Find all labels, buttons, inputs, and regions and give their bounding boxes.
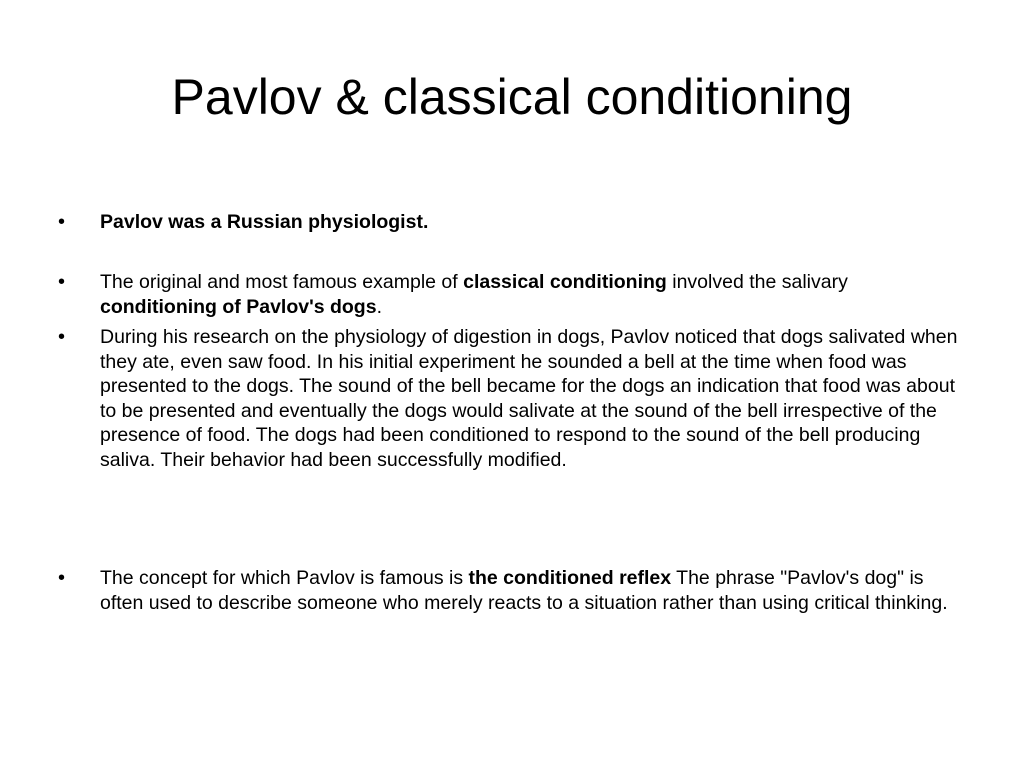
bullet-marker: • [58,271,66,293]
text-segment: . [376,295,382,318]
bold-text: Pavlov was a Russian physiologist. [100,211,429,233]
bullet-marker: • [58,326,66,348]
bold-text: classical conditioning [463,271,667,293]
bold-text: conditioning of Pavlov's dogs [100,295,377,318]
bullet-text [100,325,960,473]
text-segment: The phrase "Pavlov's dog" is often used to describe someone who merely reacts to a situation rather than using critical thinking. [100,567,948,614]
bullet-text [100,270,960,319]
bullet-marker: • [58,567,66,589]
text-segment: involved the salivary [666,271,848,293]
text-segment: The original and most famous example of [100,271,464,293]
bullet-marker: • [58,211,66,233]
bullet-text [100,210,960,235]
bold-text: the conditioned reflex [468,567,672,589]
bullet-text [100,566,960,615]
text-segment: During his research on the physiology of digestion in dogs, Pavlov noticed that dogs salivated when they ate, even saw food. In his initial experiment he sounded a bell at the time when food was presented to the dogs. The sound of the bell became for the dogs an indication that food was about to be presented and eventually the dogs would salivate at the sound of the bell irrespective of the presence of food. The dogs had been conditioned to respond to the sound of the bell producing saliva. Their behavior had been successfully modified. [100,326,958,471]
slide-title: Pavlov & classical conditioning [171,69,853,125]
text-segment: The concept for which Pavlov is famous is [100,567,469,589]
